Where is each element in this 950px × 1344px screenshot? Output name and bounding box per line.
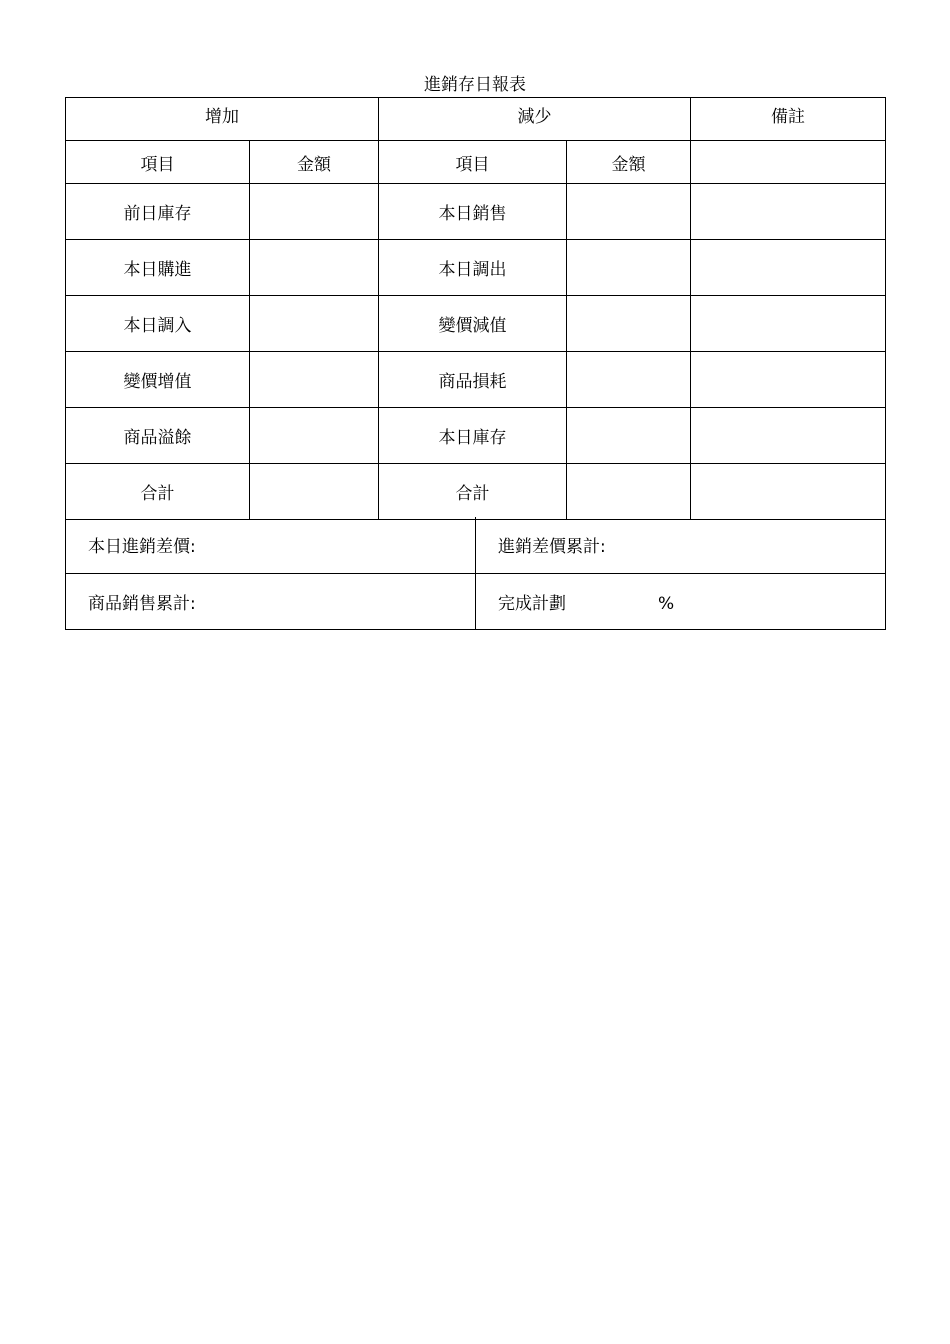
remarks-blank-header bbox=[691, 141, 886, 184]
increase-amount-cell[interactable] bbox=[250, 240, 379, 296]
table-row bbox=[66, 184, 886, 240]
decrease-item-cell: 本日庫存 bbox=[379, 408, 567, 464]
increase-item-cell: 本日調入 bbox=[66, 296, 250, 352]
increase-amount-cell[interactable] bbox=[250, 296, 379, 352]
decrease-total-amount[interactable] bbox=[567, 464, 691, 520]
increase-item-cell: 本日購進 bbox=[66, 240, 250, 296]
increase-total-amount[interactable] bbox=[250, 464, 379, 520]
daily-price-diff-field[interactable] bbox=[66, 517, 476, 573]
remarks-cell[interactable] bbox=[691, 296, 886, 352]
plan-completion-field[interactable] bbox=[476, 573, 886, 629]
increase-total-label: 合計 bbox=[66, 464, 250, 520]
decrease-total-label: 合計 bbox=[379, 464, 567, 520]
increase-amount-cell[interactable] bbox=[250, 184, 379, 240]
cumulative-sales-label: 商品銷售累計: bbox=[88, 593, 196, 614]
increase-item-header: 項目 bbox=[66, 141, 250, 184]
table-row bbox=[66, 296, 886, 352]
decrease-header: 減少 bbox=[379, 98, 691, 141]
increase-item-cell: 變價增值 bbox=[66, 352, 250, 408]
cumulative-price-diff-label: 進銷差價累計: bbox=[498, 537, 606, 558]
table-row bbox=[66, 240, 886, 296]
decrease-amount-header: 金額 bbox=[567, 141, 691, 184]
report-title: 進銷存日報表 bbox=[424, 75, 526, 95]
increase-item-cell: 商品溢餘 bbox=[66, 408, 250, 464]
summary-row bbox=[66, 517, 886, 573]
remarks-cell[interactable] bbox=[691, 352, 886, 408]
increase-item-cell: 前日庫存 bbox=[66, 184, 250, 240]
decrease-item-header: 項目 bbox=[379, 141, 567, 184]
increase-amount-cell[interactable] bbox=[250, 408, 379, 464]
decrease-amount-cell[interactable] bbox=[567, 408, 691, 464]
increase-header: 增加 bbox=[66, 98, 379, 141]
cumulative-sales-field[interactable] bbox=[66, 573, 476, 629]
remarks-cell[interactable] bbox=[691, 184, 886, 240]
daily-price-diff-label: 本日進銷差價: bbox=[88, 537, 196, 558]
summary-table bbox=[65, 517, 886, 630]
remarks-cell[interactable] bbox=[691, 464, 886, 520]
header-row-columns bbox=[66, 141, 886, 184]
increase-amount-cell[interactable] bbox=[250, 352, 379, 408]
percent-sign: % bbox=[658, 593, 675, 614]
decrease-amount-cell[interactable] bbox=[567, 184, 691, 240]
decrease-amount-cell[interactable] bbox=[567, 296, 691, 352]
remarks-cell[interactable] bbox=[691, 240, 886, 296]
cumulative-price-diff-field[interactable] bbox=[476, 517, 886, 573]
decrease-item-cell: 本日銷售 bbox=[379, 184, 567, 240]
inventory-table bbox=[65, 97, 886, 520]
remarks-cell[interactable] bbox=[691, 408, 886, 464]
remarks-header: 備註 bbox=[691, 98, 886, 141]
summary-row bbox=[66, 573, 886, 629]
decrease-item-cell: 變價減值 bbox=[379, 296, 567, 352]
header-row-groups bbox=[66, 98, 886, 141]
plan-completion-label: 完成計劃 bbox=[498, 593, 566, 614]
increase-amount-header: 金額 bbox=[250, 141, 379, 184]
total-row bbox=[66, 464, 886, 520]
decrease-item-cell: 商品損耗 bbox=[379, 352, 567, 408]
decrease-amount-cell[interactable] bbox=[567, 352, 691, 408]
table-row bbox=[66, 408, 886, 464]
decrease-amount-cell[interactable] bbox=[567, 240, 691, 296]
table-row bbox=[66, 352, 886, 408]
decrease-item-cell: 本日調出 bbox=[379, 240, 567, 296]
